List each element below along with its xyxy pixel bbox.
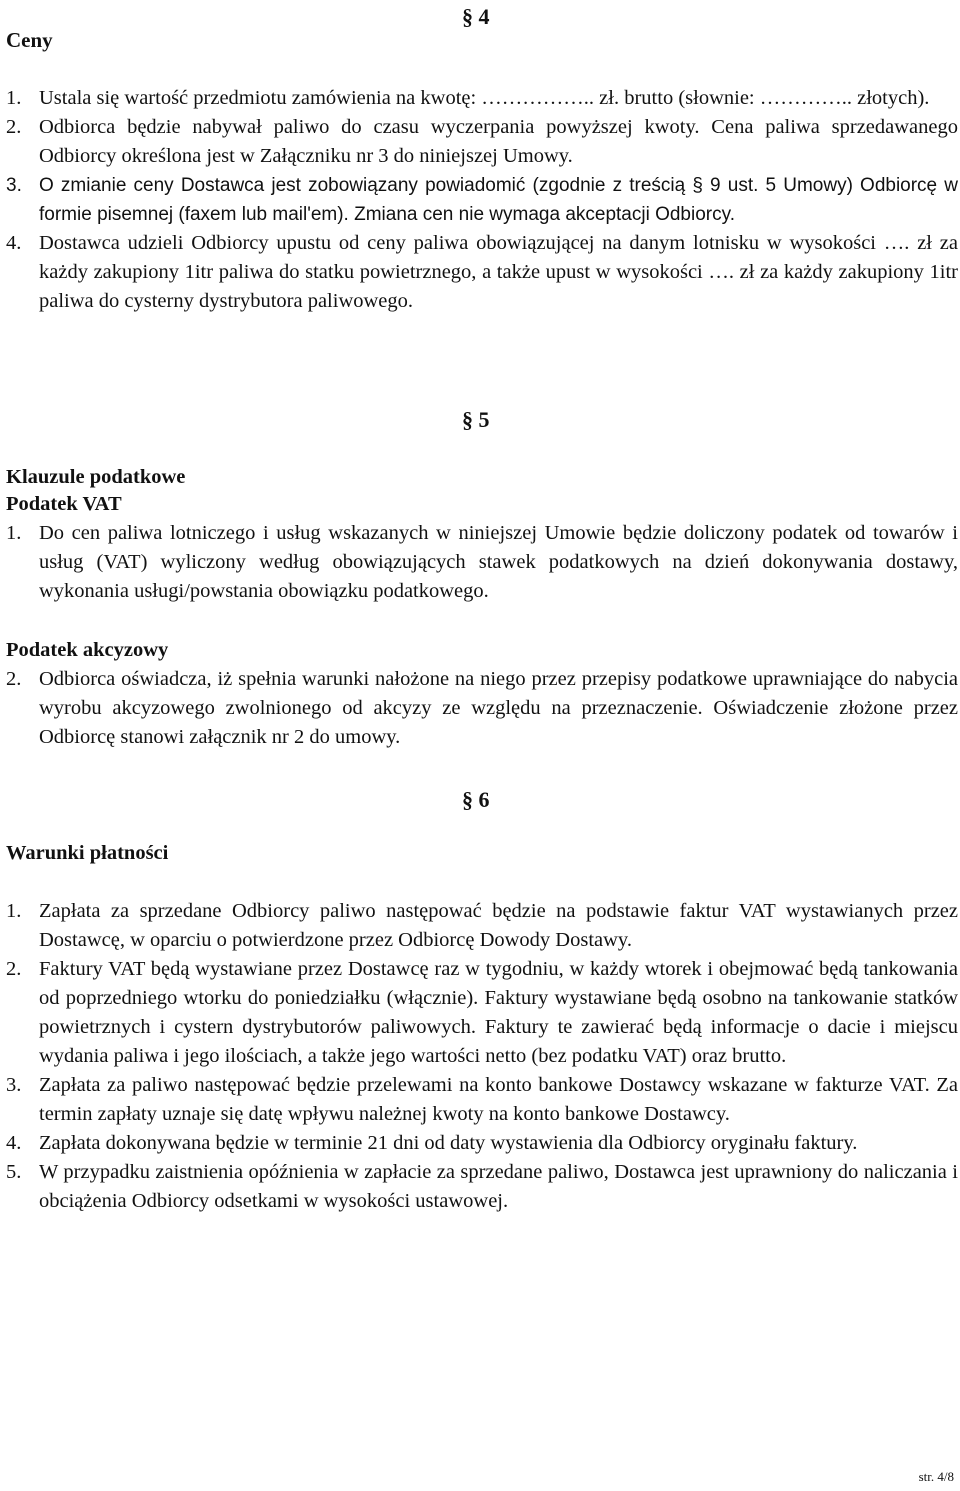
- item-text: W przypadku zaistnienia opóźnienia w zapłacie za sprzedane paliwo, Dostawca jest uprawniony do naliczania i obciążenia Odbiorcy odsetkami w wysokości ustawowej.: [39, 1161, 958, 1212]
- item-number: 5.: [6, 1161, 22, 1183]
- item-number: 2.: [6, 668, 22, 690]
- section-4-list: [6, 84, 958, 316]
- item-text: Do cen paliwa lotniczego i usług wskazanych w niniejszej Umowie będzie doliczony podatek od towarów i usług (VAT) wyliczony według obowiązujących stawek podatkowych na dzień dokonywania dostawy, wykonania usługi/powstania obowiązku podatkowego.: [39, 522, 958, 602]
- section-4-heading: Ceny: [6, 28, 53, 52]
- list-item: [6, 955, 958, 1071]
- list-item: [6, 171, 958, 229]
- item-number: 4.: [6, 1132, 22, 1154]
- item-number: 2.: [6, 116, 22, 138]
- list-item: [6, 1071, 958, 1129]
- item-number: 3.: [6, 175, 22, 196]
- section-6-symbol: § 6: [462, 787, 490, 812]
- item-number: 3.: [6, 1074, 22, 1096]
- item-text: Odbiorca oświadcza, iż spełnia warunki nałożone na niego przez przepisy podatkowe uprawniające do nabycia wyrobu akcyzowego zwolnionego od akcyzy ze względu na przeznaczenie. Oświadczenie złożone przez Odbiorcę stanowi załącznik nr 2 do umowy.: [39, 668, 958, 748]
- list-item: [6, 1129, 958, 1158]
- list-item: [6, 113, 958, 171]
- item-number: 1.: [6, 900, 22, 922]
- section-5-item-2: [6, 665, 958, 752]
- item-number: 2.: [6, 958, 22, 980]
- section-6-heading: Warunki płatności: [6, 842, 169, 864]
- item-number: 1.: [6, 87, 22, 109]
- list-item: [6, 84, 958, 113]
- list-item: [6, 1158, 958, 1216]
- list-item: [6, 897, 958, 955]
- section-5-item-1: [6, 519, 958, 606]
- section-4-symbol: § 4: [462, 4, 490, 29]
- subheading-excise: Podatek akcyzowy: [6, 639, 169, 661]
- section-6-list: [6, 897, 958, 1216]
- section-5-heading: Klauzule podatkowe: [6, 466, 186, 488]
- item-text: Dostawca udzieli Odbiorcy upustu od ceny paliwa obowiązującej na danym lotnisku w wysokości …. zł za każdy zakupiony 1itr paliwa do statku powietrznego, a także upust w wysokości …. zł za każdy zakupiony 1itr paliwa do cysterny dystrybutora paliwowego.: [39, 232, 958, 312]
- list-item: [6, 519, 958, 606]
- item-text: Zapłata za sprzedane Odbiorcy paliwo następować będzie na podstawie faktur VAT wystawianych przez Dostawcę, w oparciu o potwierdzone przez Odbiorcę Dowody Dostawy.: [39, 900, 958, 951]
- item-number: 1.: [6, 522, 22, 544]
- item-text: Faktury VAT będą wystawiane przez Dostawcę raz w tygodniu, w każdy wtorek i obejmować będą tankowania od poprzedniego wtorku do poniedziałku (włącznie). Faktury wystawiane będą osobno na tankowanie statków powietrznych i cystern dystrybutorów paliwowych. Faktury te zawierać będą informacje o dacie i miejscu wydania paliwa i jego ilościach, a także jego wartości netto (bez podatku VAT) oraz brutto.: [39, 958, 958, 1067]
- item-text: Zapłata za paliwo następować będzie przelewami na konto bankowe Dostawcy wskazane w fakturze VAT. Za termin zapłaty uznaje się datę wpływu należnej kwoty na konto bankowe Dostawcy.: [39, 1074, 958, 1125]
- item-number: 4.: [6, 232, 22, 254]
- item-text: Odbiorca będzie nabywał paliwo do czasu wyczerpania powyższej kwoty. Cena paliwa sprzedawanego Odbiorcy określona jest w Załączniku nr 3 do niniejszej Umowy.: [39, 116, 958, 167]
- item-text: O zmianie ceny Dostawca jest zobowiązany powiadomić (zgodnie z treścią § 9 ust. 5 Umowy) Odbiorcę w formie pisemnej (faxem lub mail'em). Zmiana cen nie wymaga akceptacji Odbiorcy.: [39, 175, 958, 225]
- section-5-symbol: § 5: [462, 407, 490, 432]
- list-item: [6, 229, 958, 316]
- page-number: str. 4/8: [918, 1469, 954, 1484]
- subheading-vat: Podatek VAT: [6, 493, 122, 515]
- list-item: [6, 665, 958, 752]
- item-text: Zapłata dokonywana będzie w terminie 21 dni od daty wystawienia dla Odbiorcy oryginału faktury.: [39, 1132, 858, 1154]
- item-text: Ustala się wartość przedmiotu zamówienia na kwotę: …………….. zł. brutto (słownie: ………….. złotych).: [39, 87, 930, 109]
